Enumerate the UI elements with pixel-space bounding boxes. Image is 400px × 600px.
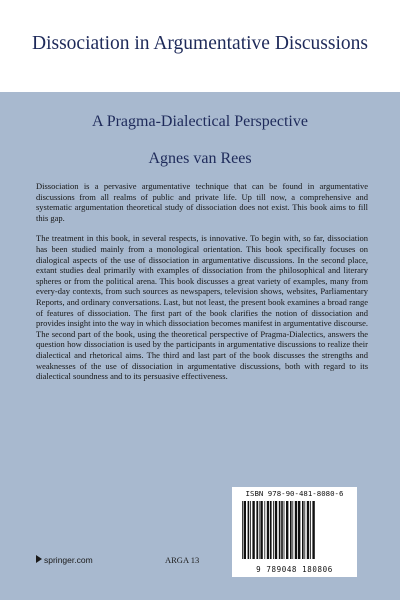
blurb-paragraph: The treatment in this book, in several respects, is innovative. To begin with, so far, dissociation has been studied mainly from a monological orientation. This book specifically focuses on dialogical aspects of the use of dissociation in argumentative discussions. In the second place, extant studies deal primarily with examples of dissociation from the philosophical and literary spheres or from the political arena. This book discusses a great variety of examples, many from every-day contexts, from such sources as newspapers, television shows, websites, Parliamentary Reports, and ordinary conversations. Last, but not least, the present book examines a broad range of features of dissociation. The first part of the book clarifies the notion of dissociation and provides insight into the way in which dissociation becomes manifest in argumentative discourse. The second part of the book, using the theoretical perspective of Pragma-Dialectics, answers the question how dissociation is used by the participants in argumentative discussions to realize their dialectical and rhetorical aims. The third and last part of the book discusses the strengths and weaknesses of the use of dissociation in argumentative discussions, both with regard to its dialectical soundness and to its persuasive effectiveness.	[36, 233, 368, 382]
barcode-bar	[242, 501, 243, 559]
publisher-label: springer.com	[44, 555, 93, 565]
barcode-bar	[244, 501, 246, 559]
barcode-bar	[302, 501, 304, 559]
springer-arrow-icon	[36, 555, 42, 565]
isbn-label: ISBN 978-90-481-8080-6	[245, 489, 344, 498]
barcode-bar	[273, 501, 274, 559]
blurb-paragraph: Dissociation is a pervasive argumentative technique that can be found in argumentative discussions from all realms of public and private life. Up till now, a comprehensive and systematic argumentation theoretical study of dissociation does not exist. This book aims to fill this gap.	[36, 181, 368, 223]
back-cover-blurb	[36, 181, 368, 392]
barcode-bar	[270, 501, 272, 559]
barcode-digits: 9 789048 180806	[256, 565, 333, 574]
book-title: Dissociation in Argumentative Discussions	[32, 33, 368, 54]
publisher-link[interactable]	[36, 555, 93, 565]
barcode-bar	[310, 501, 311, 559]
barcode-bar	[256, 501, 258, 559]
barcode-bar	[252, 501, 254, 559]
barcode-bars	[240, 501, 350, 559]
barcode-bar	[259, 501, 260, 559]
barcode-bar	[312, 501, 314, 559]
barcode-bar	[260, 501, 262, 559]
barcode-bar	[279, 501, 281, 559]
barcode-bar	[248, 501, 250, 559]
book-subtitle: A Pragma-Dialectical Perspective	[92, 113, 308, 130]
barcode-bar	[307, 501, 309, 559]
barcode-bar	[284, 501, 285, 559]
barcode-bar	[298, 501, 300, 559]
barcode-bar	[267, 501, 269, 559]
barcode-bar	[286, 501, 288, 559]
barcode-bar	[264, 501, 265, 559]
barcode-bar	[304, 501, 305, 559]
barcode-bar	[275, 501, 277, 559]
barcode-bar	[250, 501, 251, 559]
book-author: Agnes van Rees	[148, 150, 252, 167]
barcode-bar	[281, 501, 283, 559]
series-label: ARGA 13	[165, 555, 200, 565]
barcode-bar	[292, 501, 293, 559]
barcode-bar	[295, 501, 297, 559]
barcode	[232, 487, 357, 577]
barcode-bar	[290, 501, 292, 559]
